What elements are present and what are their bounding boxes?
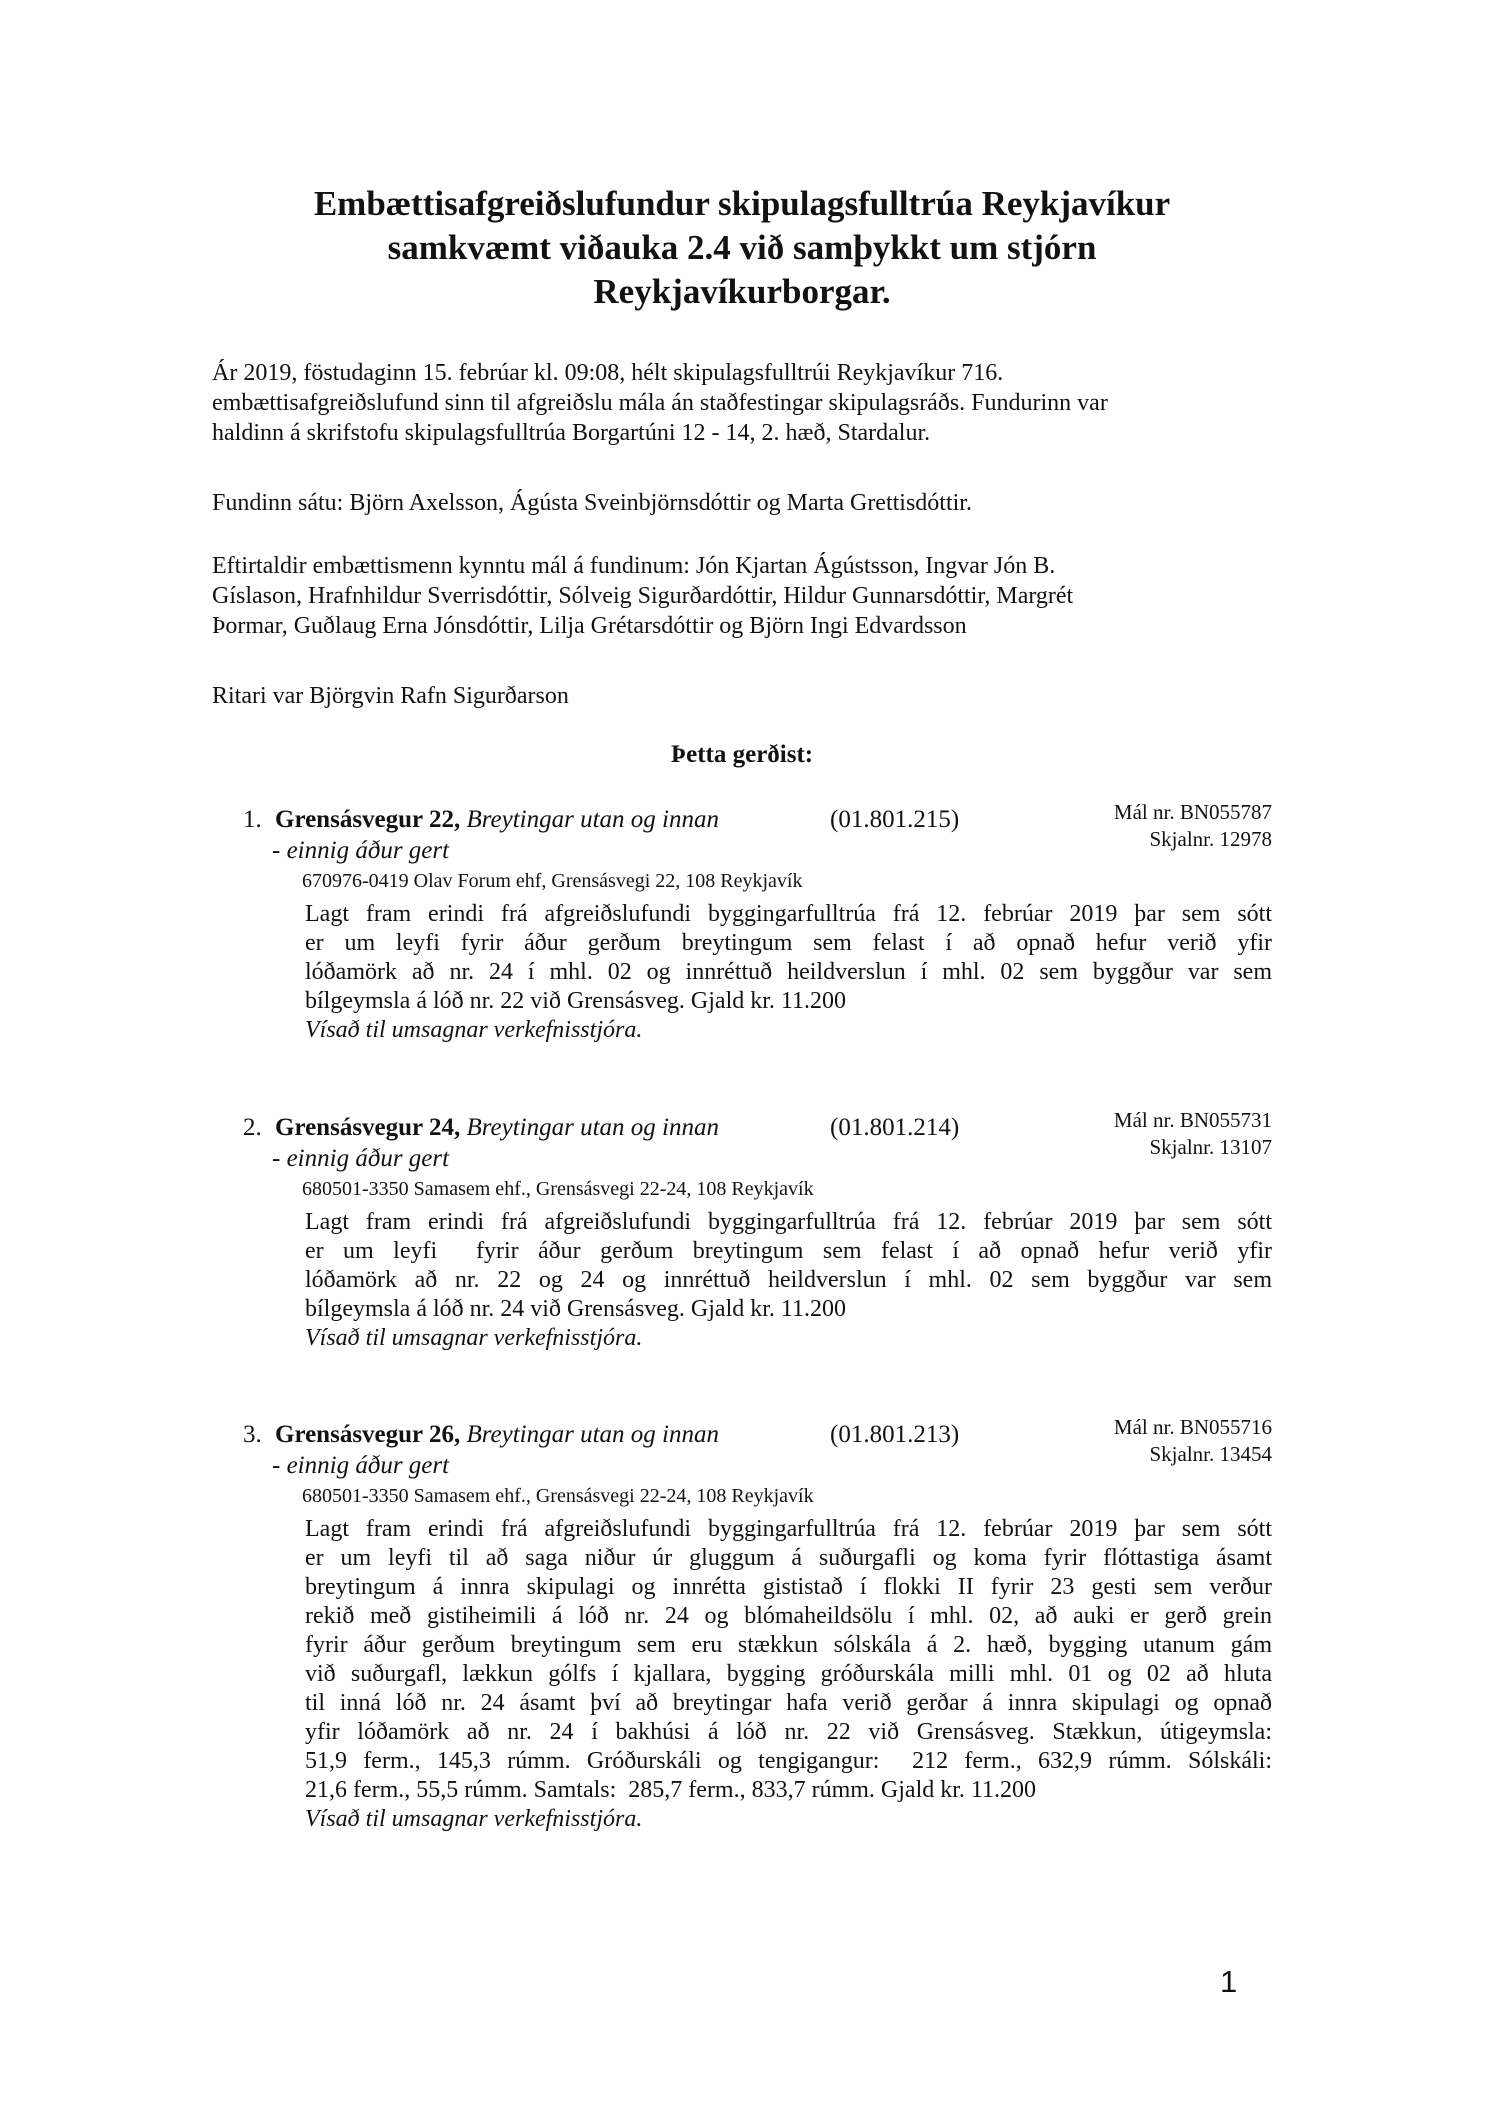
text-line: er um leyfi til að saga niður úr gluggum á suðurgafli og koma fyrir flóttastiga ásamt xyxy=(305,1545,1272,1571)
secretary-paragraph xyxy=(212,681,1272,711)
item-code: (01.801.215) xyxy=(830,806,960,833)
item-body xyxy=(305,1515,1272,1834)
text-line: Lagt fram erindi frá afgreiðslufundi byggingarfulltrúa frá 12. febrúar 2019 þar sem sótt xyxy=(305,1516,1272,1542)
text-line: Gíslason, Hrafnhildur Sverrisdóttir, Sólveig Sigurðardóttir, Hildur Gunnarsdóttir, Margrét xyxy=(212,583,1074,609)
secretary-text: Ritari var Björgvin Rafn Sigurðarson xyxy=(212,683,569,709)
item-applicant: 680501-3350 Samasem ehf., Grensásvegi 22-24, 108 Reykjavík xyxy=(302,1178,814,1200)
item-code: (01.801.213) xyxy=(830,1421,960,1448)
item-number: 3. xyxy=(243,1421,262,1448)
text-line: er um leyfi fyrir áður gerðum breytingum sem felast í að opnað hefur verið yfir xyxy=(305,930,1272,956)
text-line: Ár 2019, föstudaginn 15. febrúar kl. 09:08, hélt skipulagsfulltrúi Reykjavíkur 716. xyxy=(212,360,1004,386)
text-line: Þormar, Guðlaug Erna Jónsdóttir, Lilja Grétarsdóttir og Björn Ingi Edvardsson xyxy=(212,613,967,639)
item-code: (01.801.214) xyxy=(830,1114,960,1141)
text-line: haldinn á skrifstofu skipulagsfulltrúa Borgartúni 12 - 14, 2. hæð, Stardalur. xyxy=(212,420,931,446)
item-body xyxy=(305,900,1272,1045)
item-number: 2. xyxy=(243,1114,262,1141)
text-line: lóðamörk að nr. 22 og 24 og innréttuð heildverslun í mhl. 02 sem byggður var sem xyxy=(305,1267,1272,1293)
item-title xyxy=(275,1420,719,1449)
item-title xyxy=(275,1113,719,1142)
item-note: - einnig áður gert xyxy=(272,1452,450,1479)
item-decision: Vísað til umsagnar verkefnisstjóra. xyxy=(305,1806,643,1832)
item-note: - einnig áður gert xyxy=(272,837,450,864)
item-body-text xyxy=(305,1208,1272,1324)
attendees-paragraph xyxy=(212,488,1272,518)
text-line: embættisafgreiðslufund sinn til afgreiðslu mála án staðfestingar skipulagsráðs. Fundurinn var xyxy=(212,390,1108,416)
item-subject: Breytingar utan og innan xyxy=(466,1421,719,1448)
text-line: breytingum á innra skipulagi og innrétta gististað í flokki II fyrir 23 gesti sem verður xyxy=(305,1574,1272,1600)
section-heading: Þetta gerðist: xyxy=(670,741,814,768)
item-applicant: 670976-0419 Olav Forum ehf, Grensásvegi 22, 108 Reykjavík xyxy=(302,870,803,892)
document-number: Skjalnr. 13107 xyxy=(1149,1135,1272,1159)
document-number: Skjalnr. 12978 xyxy=(1149,827,1272,851)
item-address: Grensásvegur 26, xyxy=(275,1421,461,1448)
text-line: bílgeymsla á lóð nr. 24 við Grensásveg. Gjald kr. 11.200 xyxy=(305,1296,847,1322)
text-line: Lagt fram erindi frá afgreiðslufundi byggingarfulltrúa frá 12. febrúar 2019 þar sem sótt xyxy=(305,901,1272,927)
text-line: Reykjavíkurborgar. xyxy=(593,272,891,311)
item-applicant: 680501-3350 Samasem ehf., Grensásvegi 22-24, 108 Reykjavík xyxy=(302,1485,814,1507)
text-line: Lagt fram erindi frá afgreiðslufundi byggingarfulltrúa frá 12. febrúar 2019 þar sem sótt xyxy=(305,1209,1272,1235)
item-references xyxy=(1114,1414,1272,1468)
text-line: 21,6 ferm., 55,5 rúmm. Samtals: 285,7 ferm., 833,7 rúmm. Gjald kr. 11.200 xyxy=(305,1777,1037,1803)
text-line: við suðurgafl, lækkun gólfs í kjallara, bygging gróðurskála milli mhl. 01 og 02 að hluta xyxy=(305,1661,1272,1687)
item-title xyxy=(275,805,719,834)
item-decision: Vísað til umsagnar verkefnisstjóra. xyxy=(305,1017,643,1043)
item-address: Grensásvegur 22, xyxy=(275,806,461,833)
officials-paragraph xyxy=(212,551,1272,641)
meeting-intro-paragraph xyxy=(212,358,1272,448)
page-number: 1 xyxy=(1220,1964,1238,1999)
attendees-text: Fundinn sátu: Björn Axelsson, Ágústa Sveinbjörnsdóttir og Marta Grettisdóttir. xyxy=(212,490,972,516)
text-line: bílgeymsla á lóð nr. 22 við Grensásveg. Gjald kr. 11.200 xyxy=(305,988,847,1014)
item-subject: Breytingar utan og innan xyxy=(466,806,719,833)
item-body xyxy=(305,1208,1272,1353)
text-line: lóðamörk að nr. 24 í mhl. 02 og innréttuð heildverslun í mhl. 02 sem byggður var sem xyxy=(305,959,1272,985)
agenda-item-3 xyxy=(212,1415,1272,1832)
document-number: Skjalnr. 13454 xyxy=(1149,1442,1272,1466)
text-line: yfir lóðamörk að nr. 24 í bakhúsi á lóð nr. 22 við Grensásveg. Stækkun, útigeymsla: xyxy=(305,1719,1272,1745)
item-subject: Breytingar utan og innan xyxy=(466,1114,719,1141)
agenda-item-2 xyxy=(212,1108,1272,1351)
text-line: er um leyfi fyrir áður gerðum breytingum sem felast í að opnað hefur verið yfir xyxy=(305,1238,1272,1264)
document-title xyxy=(212,182,1272,314)
item-number: 1. xyxy=(243,806,262,833)
text-line: samkvæmt viðauka 2.4 við samþykkt um stjórn xyxy=(387,228,1097,267)
item-decision: Vísað til umsagnar verkefnisstjóra. xyxy=(305,1325,643,1351)
case-number: Mál nr. BN055731 xyxy=(1113,1108,1272,1132)
text-line: 51,9 ferm., 145,3 rúmm. Gróðurskáli og tengigangur: 212 ferm., 632,9 rúmm. Sólskáli: xyxy=(305,1748,1272,1774)
text-line: Embættisafgreiðslufundur skipulagsfulltrúa Reykjavíkur xyxy=(313,184,1171,223)
item-body-text xyxy=(305,1515,1272,1805)
text-line: rekið með gistiheimili á lóð nr. 24 og blómaheildsölu í mhl. 02, að auki er gerð grein xyxy=(305,1603,1272,1629)
item-address: Grensásvegur 24, xyxy=(275,1114,461,1141)
case-number: Mál nr. BN055716 xyxy=(1113,1415,1272,1439)
agenda-item-1 xyxy=(212,800,1272,1043)
case-number: Mál nr. BN055787 xyxy=(1113,800,1272,824)
item-references xyxy=(1114,1107,1272,1161)
text-line: fyrir áður gerðum breytingum sem eru stækkun sólskála á 2. hæð, bygging utanum gám xyxy=(305,1632,1272,1658)
text-line: Eftirtaldir embættismenn kynntu mál á fundinum: Jón Kjartan Ágústsson, Ingvar Jón B. xyxy=(212,553,1056,579)
item-references xyxy=(1114,799,1272,853)
text-line: til inná lóð nr. 24 ásamt því að breytingar hafa verið gerðar á innra skipulagi og opnað xyxy=(305,1690,1272,1716)
item-note: - einnig áður gert xyxy=(272,1145,450,1172)
item-body-text xyxy=(305,900,1272,1016)
